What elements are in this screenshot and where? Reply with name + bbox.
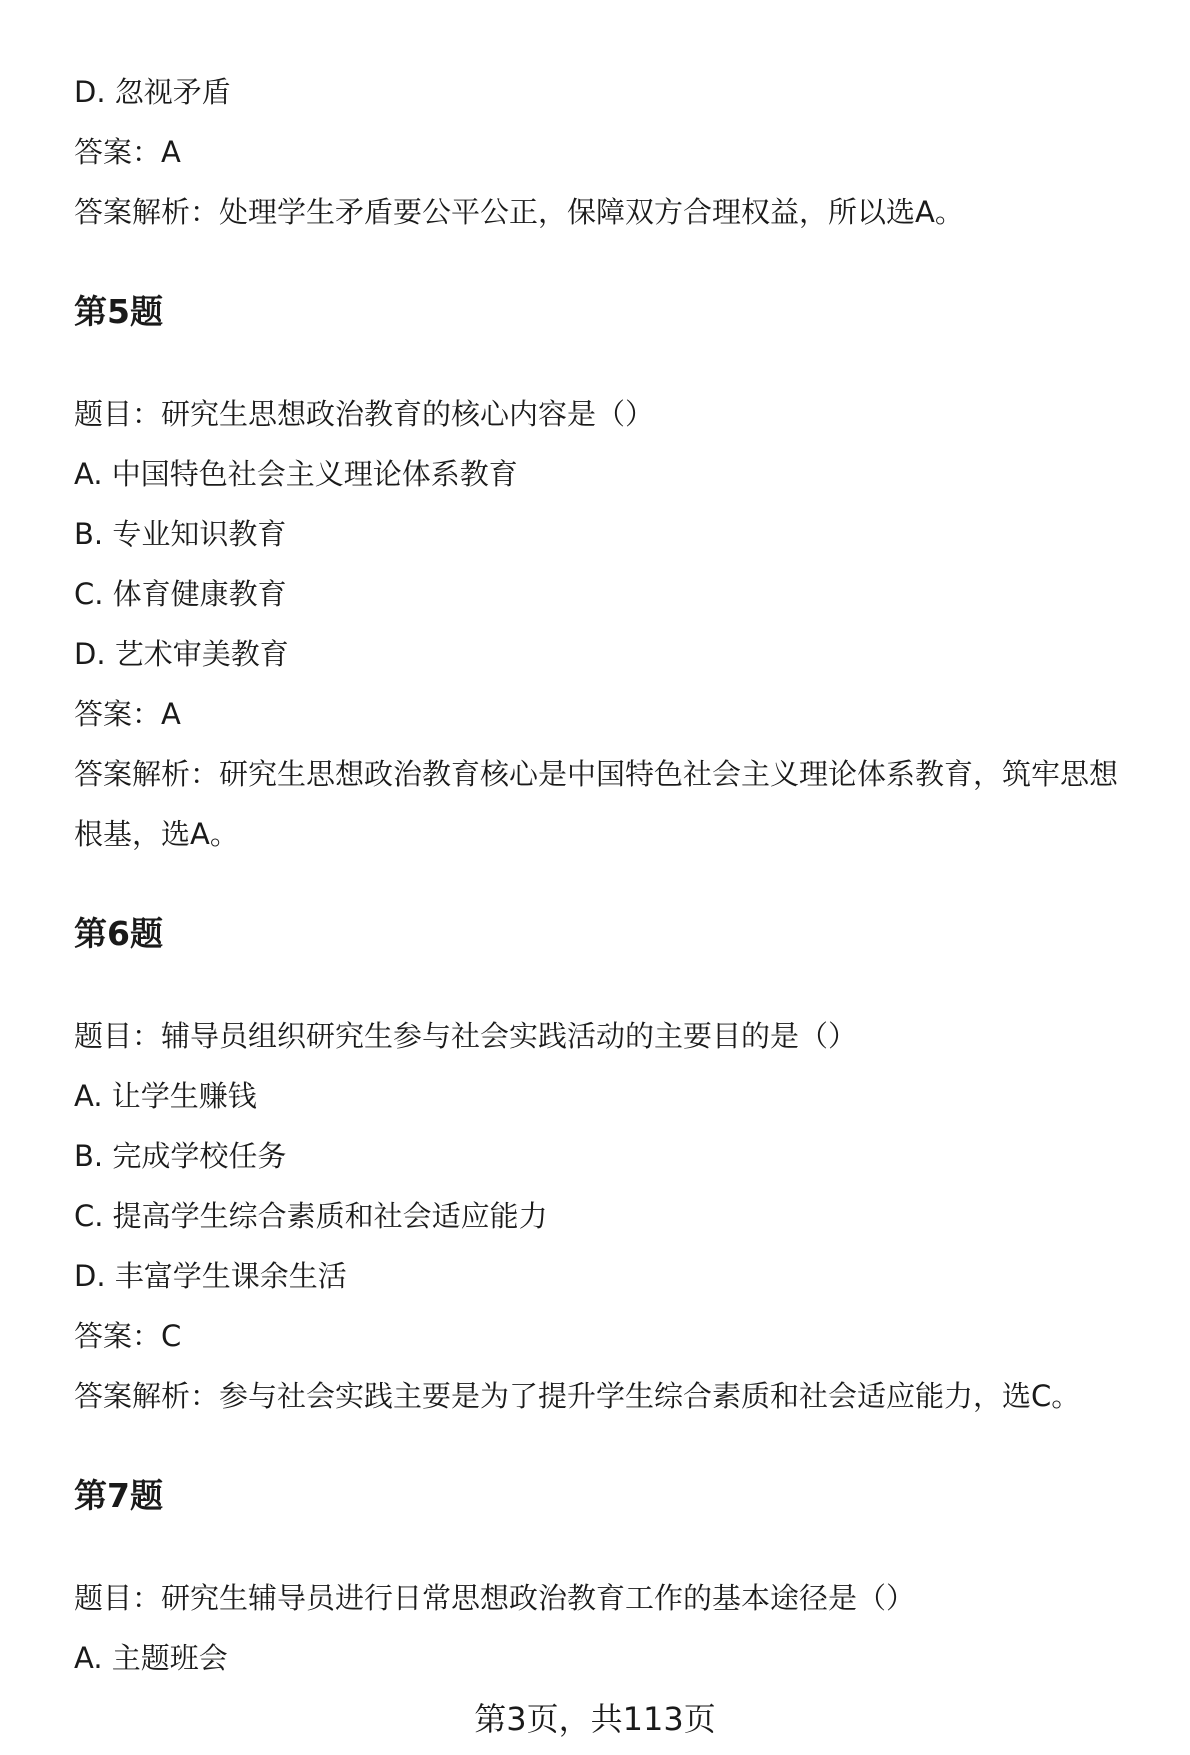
q6-option-a: A. 让学生赚钱	[74, 1079, 257, 1113]
q6-option-c: C. 提高学生综合素质和社会适应能力	[74, 1199, 548, 1233]
q5-explanation-line1: 答案解析：研究生思想政治教育核心是中国特色社会主义理论体系教育，筑牢思想	[74, 757, 1119, 791]
q4-option-d: D. 忽视矛盾	[74, 75, 231, 109]
q5-option-b: B. 专业知识教育	[74, 517, 287, 551]
q5-question: 题目：研究生思想政治教育的核心内容是（）	[74, 397, 655, 431]
q6-heading: 第6题	[74, 914, 163, 953]
q6-question: 题目：辅导员组织研究生参与社会实践活动的主要目的是（）	[74, 1019, 858, 1053]
page-number-footer: 第3页，共113页	[474, 1700, 716, 1738]
q5-explanation-line2: 根基，选A。	[74, 817, 239, 851]
q5-option-d: D. 艺术审美教育	[74, 637, 289, 671]
q4-answer: 答案：A	[74, 135, 181, 169]
q6-option-d: D. 丰富学生课余生活	[74, 1259, 347, 1293]
q5-answer: 答案：A	[74, 697, 181, 731]
q5-heading: 第5题	[74, 292, 163, 331]
q6-option-b: B. 完成学校任务	[74, 1139, 287, 1173]
q5-option-c: C. 体育健康教育	[74, 577, 287, 611]
q7-option-a: A. 主题班会	[74, 1641, 228, 1675]
q6-explanation: 答案解析：参与社会实践主要是为了提升学生综合素质和社会适应能力，选C。	[74, 1379, 1081, 1413]
q5-option-a: A. 中国特色社会主义理论体系教育	[74, 457, 518, 491]
q7-question: 题目：研究生辅导员进行日常思想政治教育工作的基本途径是（）	[74, 1581, 916, 1615]
q4-explanation: 答案解析：处理学生矛盾要公平公正，保障双方合理权益，所以选A。	[74, 195, 964, 229]
q7-heading: 第7题	[74, 1476, 163, 1515]
q6-answer: 答案：C	[74, 1319, 182, 1353]
